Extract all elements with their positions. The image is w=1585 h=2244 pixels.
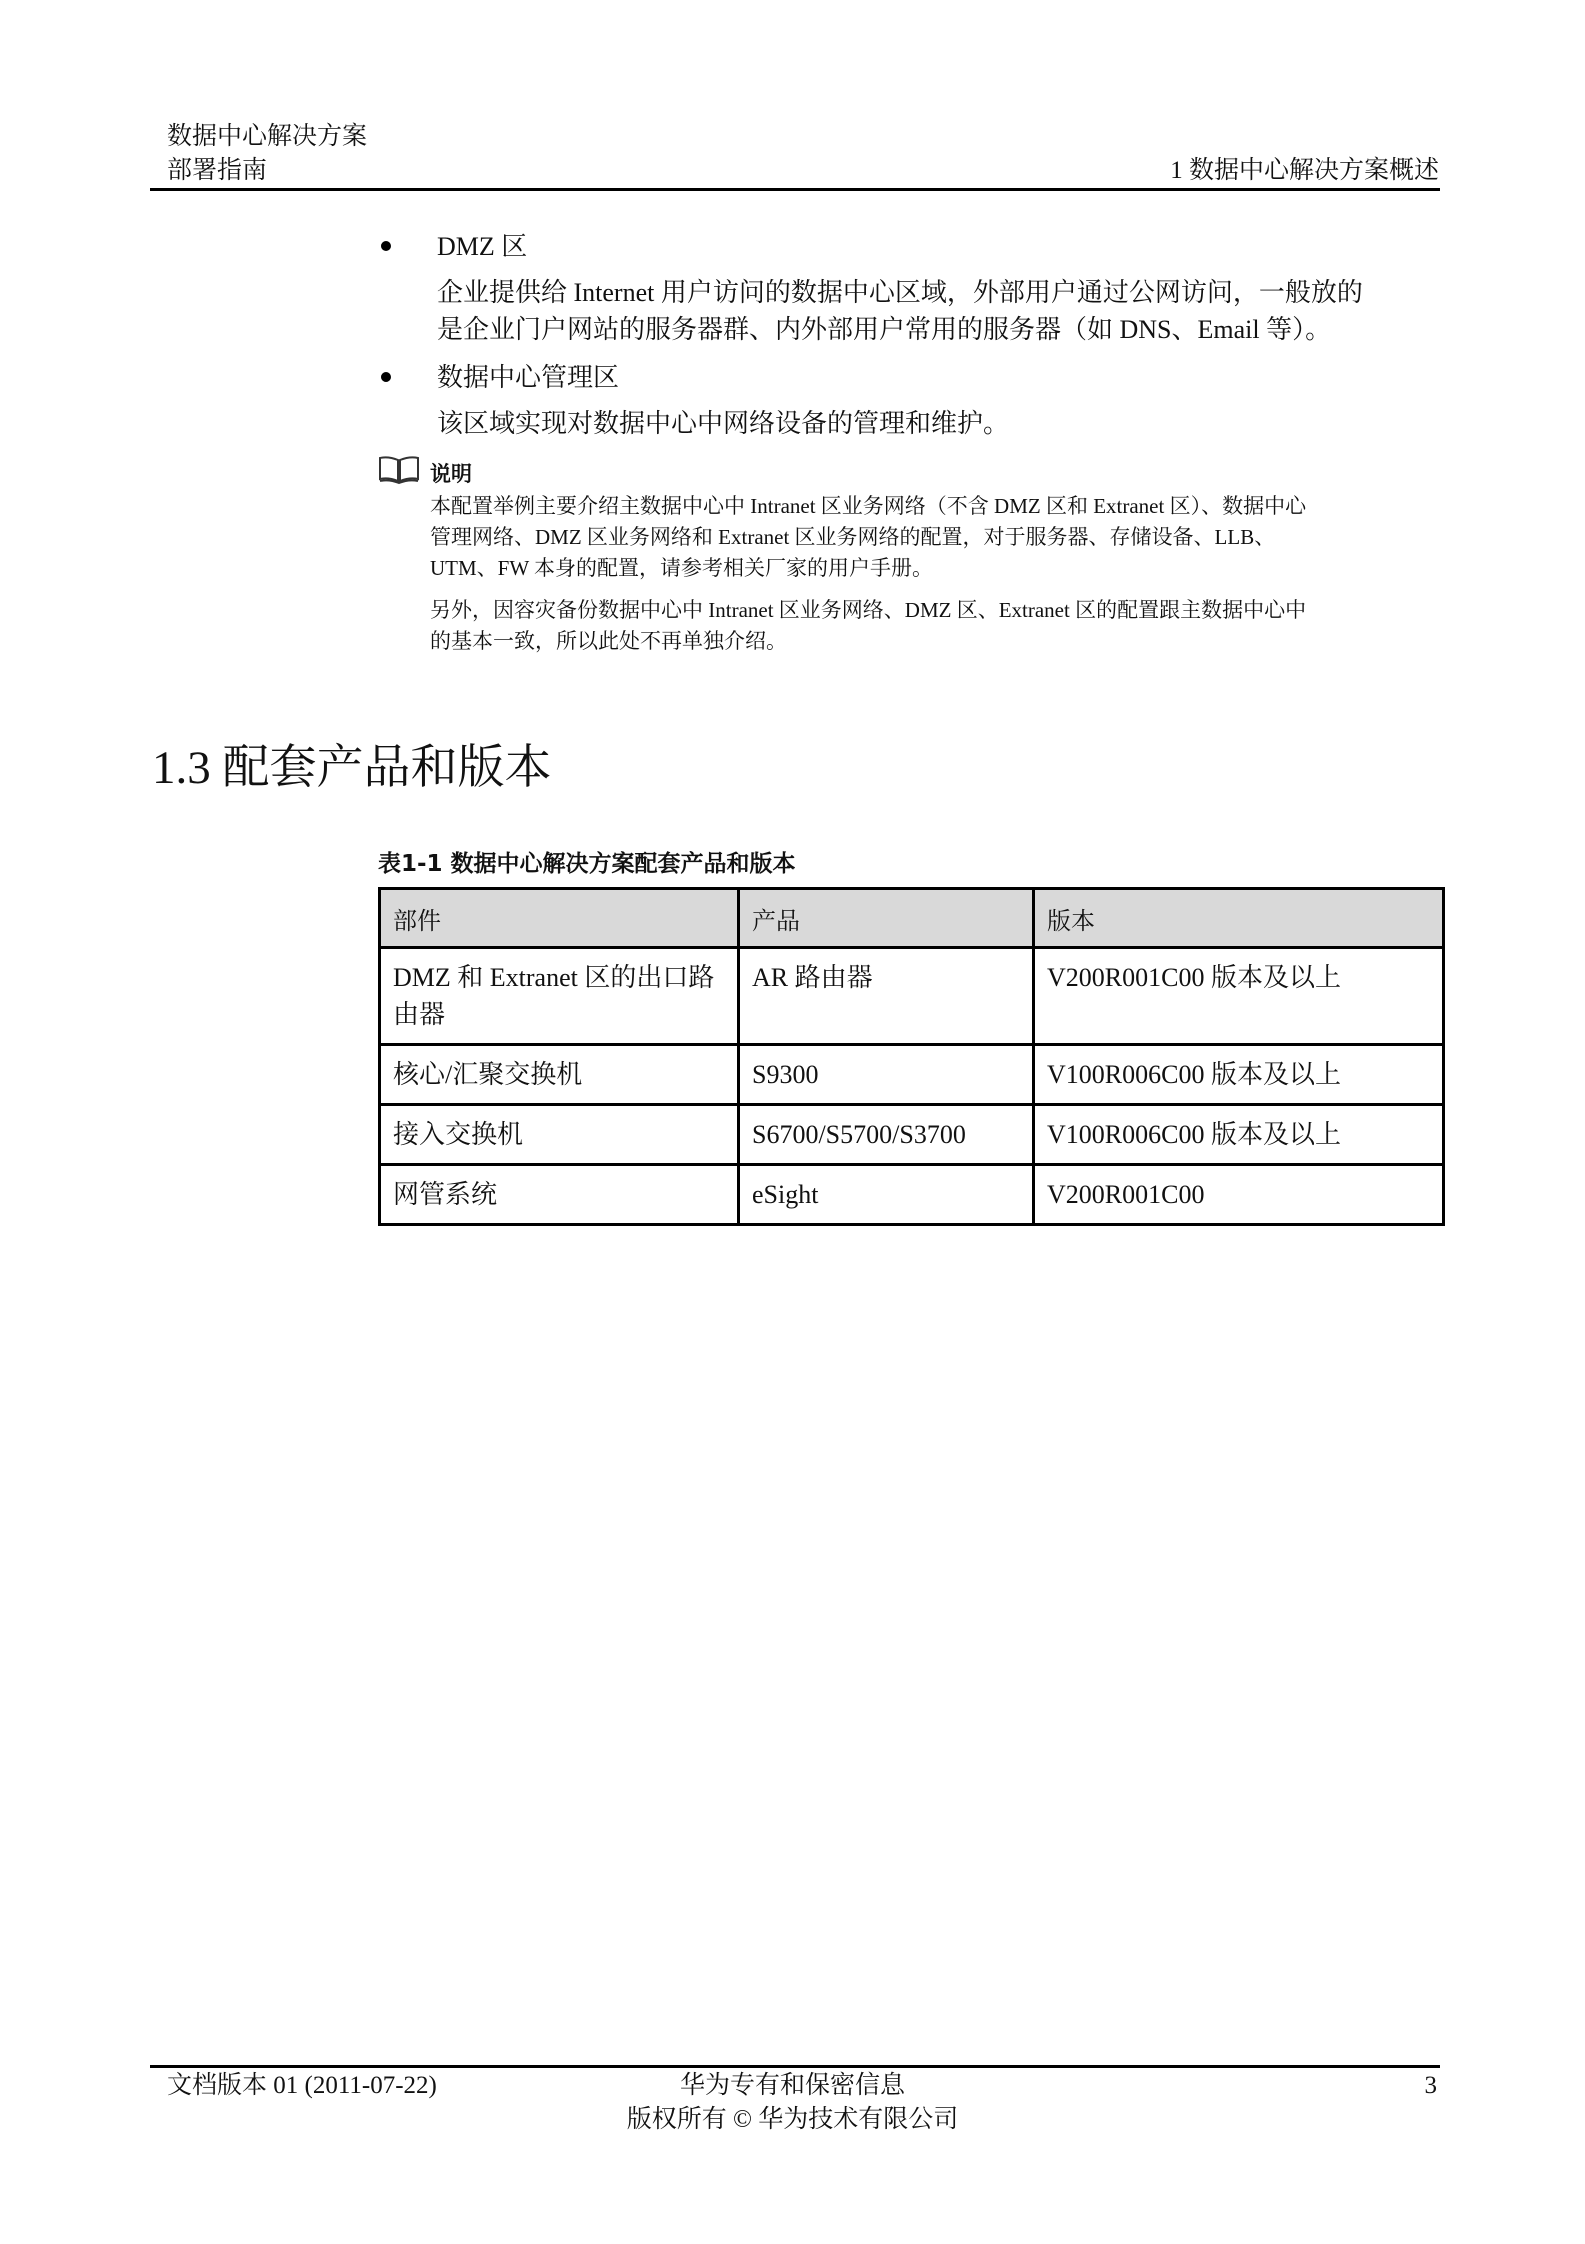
table-header-row (380, 889, 1444, 948)
book-icon (378, 455, 420, 490)
table-row (380, 1105, 1444, 1165)
bullet-dot (381, 241, 391, 251)
cell-component: 核心/汇聚交换机 (380, 1045, 739, 1105)
cell-product: S9300 (739, 1045, 1034, 1105)
note-line: 管理网络、DMZ 区业务网络和 Extranet 区业务网络的配置，对于服务器、存储设备、LLB、 (430, 525, 1276, 549)
confidential-notice: 华为专有和保密信息 (679, 2072, 905, 2099)
cell-version: V100R006C00 版本及以上 (1034, 1105, 1444, 1165)
cell-component: 网管系统 (380, 1165, 739, 1225)
bullet-dot (381, 372, 391, 382)
product-version-table (378, 887, 1445, 1226)
table-row (380, 1045, 1444, 1105)
section-title: 1.3 配套产品和版本 (152, 742, 552, 794)
cell-version: V200R001C00 版本及以上 (1034, 948, 1444, 1045)
note-line: 另外，因容灾备份数据中心中 Intranet 区业务网络、DMZ 区、Extranet 区的配置跟主数据中心中 (430, 598, 1307, 622)
table-row (380, 948, 1444, 1045)
table-row (380, 1165, 1444, 1225)
chapter-title: 1 数据中心解决方案概述 (1170, 157, 1439, 184)
doc-version: 文档版本 01 (2011-07-22) (167, 2072, 437, 2099)
bullet-desc-line: 该区域实现对数据中心中网络设备的管理和维护。 (437, 409, 1010, 438)
cell-component: 接入交换机 (380, 1105, 739, 1165)
note-line: 本配置举例主要介绍主数据中心中 Intranet 区业务网络（不含 DMZ 区和 Extranet 区）、数据中心 (430, 494, 1307, 518)
page-number: 3 (1424, 2072, 1437, 2099)
note-line: UTM、FW 本身的配置，请参考相关厂家的用户手册。 (430, 556, 934, 580)
bullet-desc-line: 是企业门户网站的服务器群、内外部用户常用的服务器（如 DNS、Email 等）。 (437, 315, 1332, 344)
cell-version: V100R006C00 版本及以上 (1034, 1045, 1444, 1105)
note-line: 的基本一致，所以此处不再单独介绍。 (430, 629, 787, 653)
note-label: 说明 (430, 462, 472, 486)
column-header-product: 产品 (739, 889, 1034, 948)
cell-product: AR 路由器 (739, 948, 1034, 1045)
cell-version: V200R001C00 (1034, 1165, 1444, 1225)
column-header-version: 版本 (1034, 889, 1444, 948)
copyright: 版权所有 © 华为技术有限公司 (626, 2106, 959, 2133)
bullet-title-management: 数据中心管理区 (437, 363, 620, 392)
cell-product: eSight (739, 1165, 1034, 1225)
column-header-component: 部件 (380, 889, 739, 948)
table-caption: 表1-1 数据中心解决方案配套产品和版本 (378, 851, 796, 877)
footer-rule (150, 2065, 1440, 2068)
header-rule (150, 188, 1440, 191)
cell-product: S6700/S5700/S3700 (739, 1105, 1034, 1165)
doc-title-line2: 部署指南 (167, 157, 268, 184)
bullet-desc-line: 企业提供给 Internet 用户访问的数据中心区域，外部用户通过公网访问，一般放的 (437, 278, 1363, 307)
cell-component: DMZ 和 Extranet 区的出口路由器 (380, 948, 739, 1045)
doc-title-line1: 数据中心解决方案 (167, 123, 368, 150)
bullet-title-dmz: DMZ 区 (437, 232, 528, 261)
